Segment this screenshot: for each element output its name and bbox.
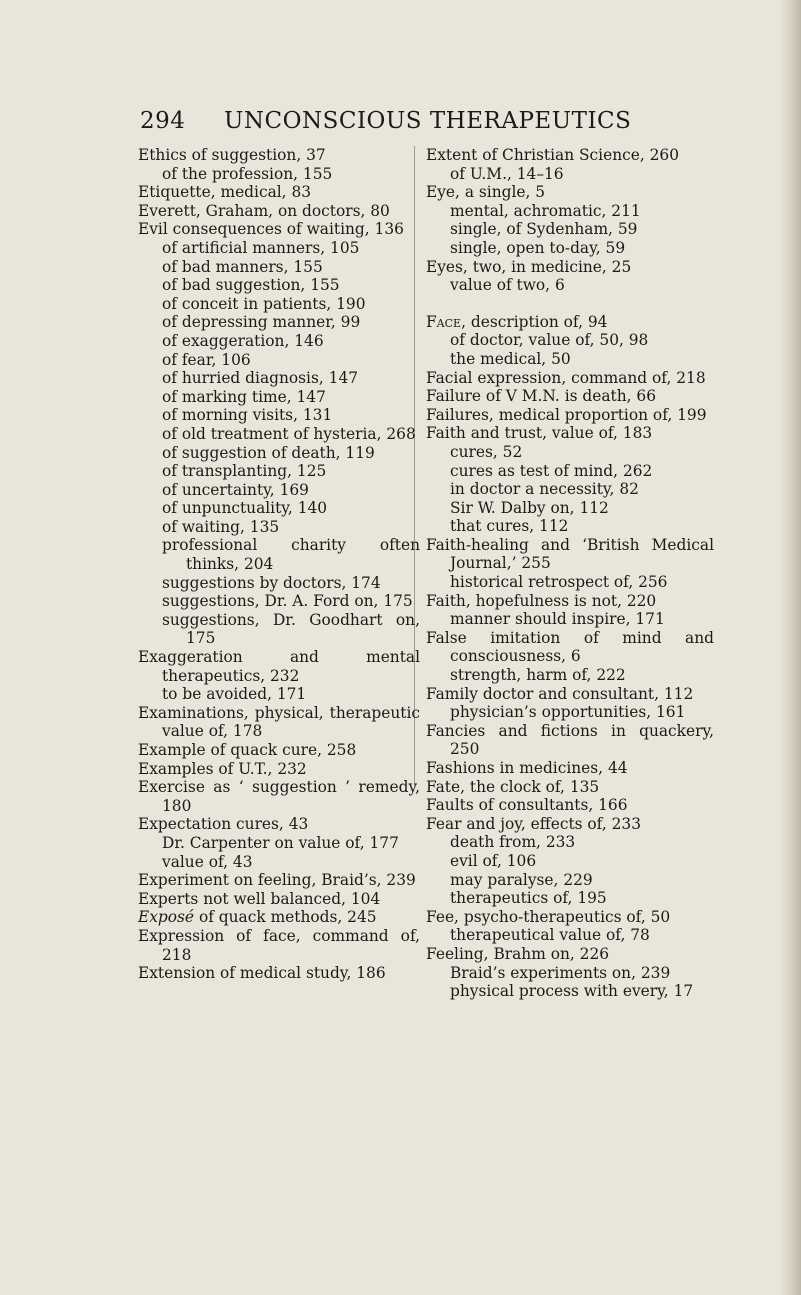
page-number: 294 — [140, 108, 186, 134]
index-subentry: suggestions, Dr. A. Ford on, 175 — [162, 592, 413, 611]
index-subentry: value of, 43 — [162, 852, 253, 871]
index-subentry: of depressing manner, 99 — [162, 313, 361, 332]
index-subentry: of marking time, 147 — [162, 387, 326, 406]
index-subentry: of exaggeration, 146 — [162, 331, 324, 350]
index-entry: Faith-healing and ‘British Medical Journal,’ 255 — [426, 535, 714, 573]
index-entry: Examples of U.T., 232 — [138, 759, 307, 778]
index-entry: Extension of medical study, 186 — [138, 964, 386, 983]
index-entry: Experts not well balanced, 104 — [138, 889, 381, 908]
index-subentry: evil of, 106 — [450, 851, 537, 870]
index-subentry: suggestions by doctors, 174 — [162, 573, 381, 592]
index-entry: Exaggeration and mental therapeutics, 232 — [138, 648, 420, 685]
index-subentry: of bad manners, 155 — [162, 257, 323, 276]
index-entry: Exercise as ‘ suggestion ’ remedy, 180 — [138, 778, 420, 815]
index-subentry: cures, 52 — [450, 442, 523, 461]
index-subentry: death from, 233 — [450, 833, 576, 852]
index-subentry: physical process with every, 17 — [450, 982, 694, 1001]
index-subentry: that cures, 112 — [450, 517, 569, 536]
index-subentry: to be avoided, 171 — [162, 685, 307, 704]
index-subentry: may paralyse, 229 — [450, 870, 593, 889]
index-subentry: historical retrospect of, 256 — [450, 573, 668, 592]
index-entry: Fancies and fictions in quackery, 250 — [426, 721, 714, 759]
index-column-left — [138, 146, 420, 983]
index-subentry: of old treatment of hysteria, 268 — [162, 424, 416, 443]
index-subentry: of the profession, 155 — [162, 164, 333, 183]
index-subentry: of morning visits, 131 — [162, 406, 333, 425]
index-entry: Face, description of, 94 — [426, 312, 608, 331]
index-entry: Ethics of suggestion, 37 — [138, 146, 326, 164]
page-edge-shadow — [779, 0, 801, 1295]
index-subentry: Dr. Carpenter on value of, 177 — [162, 833, 399, 852]
index-entry: Fee, psycho-therapeutics of, 50 — [426, 907, 671, 926]
index-subentry: strength, harm of, 222 — [450, 666, 626, 685]
index-entry: Everett, Graham, on doctors, 80 — [138, 201, 390, 220]
index-subentry: of hurried diagnosis, 147 — [162, 369, 359, 388]
index-entry: Failure of V M.N. is death, 66 — [426, 387, 657, 406]
index-entry: Exposé of quack methods, 245 — [138, 908, 377, 927]
index-subentry: in doctor a necessity, 82 — [450, 480, 639, 499]
index-entry: False imitation of mind and consciousness, 6 — [426, 628, 714, 666]
index-subentry: of conceit in patients, 190 — [162, 294, 366, 313]
index-subentry: of bad suggestion, 155 — [162, 276, 340, 295]
index-entry: Expression of face, command of, 218 — [138, 926, 420, 964]
index-subentry: single, open to-day, 59 — [450, 238, 626, 257]
index-subentry: therapeutics of, 195 — [450, 889, 607, 908]
index-entry: Failures, medical proportion of, 199 — [426, 405, 707, 424]
index-entry: Family doctor and consultant, 112 — [426, 684, 694, 703]
index-subentry: value of two, 6 — [450, 276, 565, 295]
index-column-right — [426, 146, 714, 1001]
index-subentry: of fear, 106 — [162, 350, 251, 369]
index-subentry: manner should inspire, 171 — [450, 610, 665, 629]
index-entry: Etiquette, medical, 83 — [138, 183, 312, 202]
index-entry: Extent of Christian Science, 260 — [426, 146, 679, 164]
index-subentry: of artificial manners, 105 — [162, 238, 360, 257]
index-subentry: Sir W. Dalby on, 112 — [450, 498, 609, 517]
index-entry: Facial expression, command of, 218 — [426, 368, 706, 387]
index-entry: Example of quack cure, 258 — [138, 741, 357, 759]
running-title: UNCONSCIOUS THERAPEUTICS — [224, 108, 632, 134]
index-entry: Eyes, two, in medicine, 25 — [426, 257, 632, 276]
index-subentry: of U.M., 14–16 — [450, 164, 564, 183]
index-subentry: the medical, 50 — [450, 349, 571, 368]
index-entry: Faults of consultants, 166 — [426, 796, 628, 815]
index-entry: Fate, the clock of, 135 — [426, 777, 600, 796]
index-entry: Fashions in medicines, 44 — [426, 759, 628, 777]
index-entry: Faith and trust, value of, 183 — [426, 424, 653, 443]
index-entry: Examinations, physical, therapeutic value of, 178 — [138, 703, 420, 741]
index-subentry: of suggestion of death, 119 — [162, 443, 375, 462]
index-subentry: Braid’s experiments on, 239 — [450, 963, 671, 982]
index-subentry: mental, achromatic, 211 — [450, 201, 641, 220]
index-subentry: physician’s opportunities, 161 — [450, 703, 686, 722]
index-subentry: of uncertainty, 169 — [162, 480, 309, 499]
index-entry: Feeling, Brahm on, 226 — [426, 944, 610, 963]
index-subentry: of transplanting, 125 — [162, 462, 327, 481]
index-entry: Evil consequences of waiting, 136 — [138, 220, 404, 239]
index-subentry: cures as test of mind, 262 — [450, 461, 653, 480]
index-entry: Fear and joy, effects of, 233 — [426, 814, 641, 833]
index-subentry: of unpunctuality, 140 — [162, 499, 328, 518]
index-entry: Faith, hopefulness is not, 220 — [426, 591, 657, 610]
index-subentry: single, of Sydenham, 59 — [450, 220, 638, 239]
index-subentry: of doctor, value of, 50, 98 — [450, 331, 649, 350]
index-entry: Experiment on feeling, Braid’s, 239 — [138, 871, 416, 890]
index-entry: Eye, a single, 5 — [426, 183, 546, 202]
index-subentry: professional charity often thinks, 204 — [162, 536, 420, 574]
index-subentry: suggestions, Dr. Goodhart on, 175 — [162, 610, 420, 648]
index-subentry: therapeutical value of, 78 — [450, 926, 650, 945]
index-entry: Expectation cures, 43 — [138, 815, 309, 834]
index-subentry: of waiting, 135 — [162, 517, 280, 536]
